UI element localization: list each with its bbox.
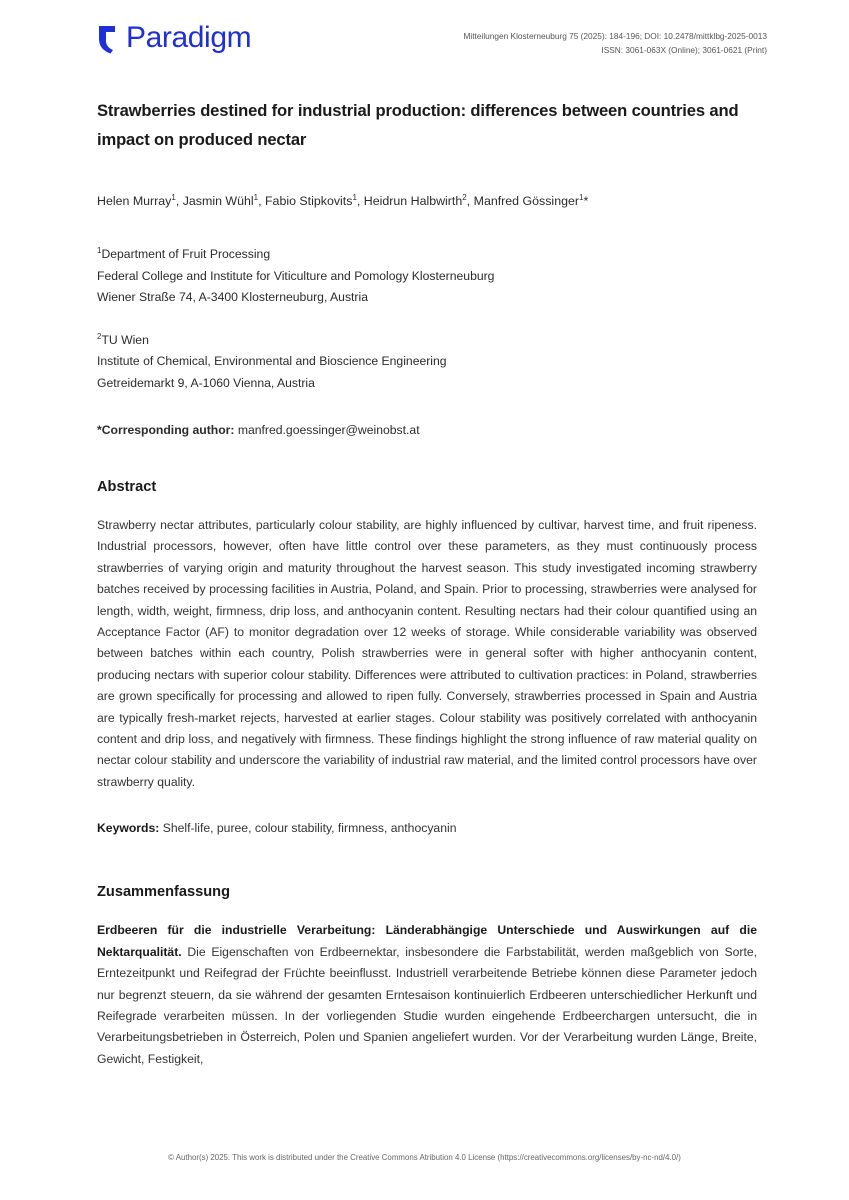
author-affil-marker: 1 [253,192,259,202]
author-list: Helen Murray$^1$, Jasmin Wühl$^1$, Fabio Stipkovits$^1$, Heidrun Halbwirth$^2$, Manfred Gössinger$^1$* [97,192,589,208]
affiliation-1-address: Wiener Straße 74, A-3400 Klosterneuburg, Austria [97,290,368,304]
zusammenfassung-heading: Zusammenfassung [97,884,230,901]
corresponding-author-label: *Corresponding author: [97,423,235,437]
abstract-text: Strawberry nectar attributes, particularly colour stability, are highly influenced by cultivar, harvest time, and fruit ripeness. Industrial processors, however, often have little control over these parameters, as they must continuously process strawberries of varying origin and maturity throughout the harvest season. This study investigated incoming strawberry batches received by processing facilities in Austria, Poland, and Spain. Prior to processing, strawberries were analysed for length, width, weight, firmness, drip loss, and anthocyanin content. Resulting nectars had their colour quantified using an Acceptance Factor (AF) to monitor degradation over 12 weeks of storage. While considerable variability was observed between batches within each country, Polish strawberries were in general softer with higher anthocyanin content, producing nectars with superior colour stability. Differences were attributed to cultivation practices: in Poland, strawberries are grown specifically for processing and allowed to ripen fully. Conversely, strawberries processed in Spain and Austria are typically fresh-market rejects, harvested at earlier stages. Colour stability was positively correlated with anthocyanin content and drip loss, and negatively with firmness. These findings highlight the strong influence of raw material quality on nectar colour stability and underscore the variability of industrial raw material, and the limited control processors have over strawberry quality. [97,518,757,789]
affiliation-2-university: TU Wien [101,332,149,347]
affiliation-marker: 1 [97,245,102,255]
keywords-value: Shelf-life, puree, colour stability, firmness, anthocyanin [162,821,457,836]
keywords-label: Keywords: [97,821,160,836]
license-footer: © Author(s) 2025. This work is distributed under the Creative Commons Atribution 4.0 License (https://creativecommons.org/licenses/by-nc-nd/4.0/) [168,1153,681,1162]
author-affil-marker: 1 [352,192,357,202]
affiliation-marker: 2 [97,331,102,341]
brand-logo[interactable] [97,22,251,54]
affiliation-2-line-1 [97,330,757,352]
masthead [97,22,767,74]
article-content [97,96,757,1070]
author-affil-marker: 2 [462,192,467,202]
abstract-heading: Abstract [97,479,157,495]
zusammenfassung-lead: Erdbeeren für die industrielle Verarbeitung: Länderabhängige Unterschiede und Auswirkungen auf die Nektarqualität. [97,923,757,959]
keywords [97,818,757,839]
journal-metadata [464,30,768,57]
affiliation-2-institute: Institute of Chemical, Environmental and Bioscience Engineering [97,354,447,368]
author-affil-marker: 1 [579,192,584,202]
affiliation-2 [97,330,757,395]
paradigm-bookmark-logo-icon [97,24,117,54]
affiliation-1-line-1 [97,244,757,266]
journal-citation-line: Mitteilungen Klosterneuburg 75 (2025): 184-196; DOI: 10.2478/mittklbg-2025-0013 [463,31,767,41]
affiliation-1-department: Department of Fruit Processing [101,247,271,261]
zusammenfassung-body: Die Eigenschaften von Erdbeernektar, insbesondere die Farbstabilität, werden maßgeblich von Sorte, Erntezeitpunkt und Reifegrad der Früchte beeinflusst. Industriell verarbeitende Betriebe können diese Parameter jedoch nur begrenzt steuern, da sie während der gesamten Erntesaison kontinuierlich Erdbeeren unterschiedlicher Herkunft und Reifegrade verarbeiten müssen. In der vorliegenden Studie wurden eingehende Erdbeerchargen untersucht, die in Verarbeitungsbetrieben in Österreich, Polen und Spanien angeliefert wurden. Vor der Verarbeitung wurden Länge, Breite, Gewicht, Festigkeit, [97,944,758,1066]
affiliation-1-institute: Federal College and Institute for Viticulture and Pomology Klosterneuburg [97,268,495,283]
page-title: Strawberries destined for industrial production: differences between countries and impact on produced nectar [97,101,739,149]
affiliation-1 [97,244,757,309]
brand-name: Paradigm [126,21,252,54]
journal-issn-line: ISSN: 3061-063X (Online); 3061-0621 (Print) [601,44,767,55]
affiliation-2-address: Getreidemarkt 9, A-1060 Vienna, Austria [97,375,315,390]
zusammenfassung-text [97,920,757,1070]
corresponding-author-email: manfred.goessinger@weinobst.at [234,423,420,437]
author-affil-marker: 1 [171,192,176,202]
corresponding-author [97,420,757,441]
